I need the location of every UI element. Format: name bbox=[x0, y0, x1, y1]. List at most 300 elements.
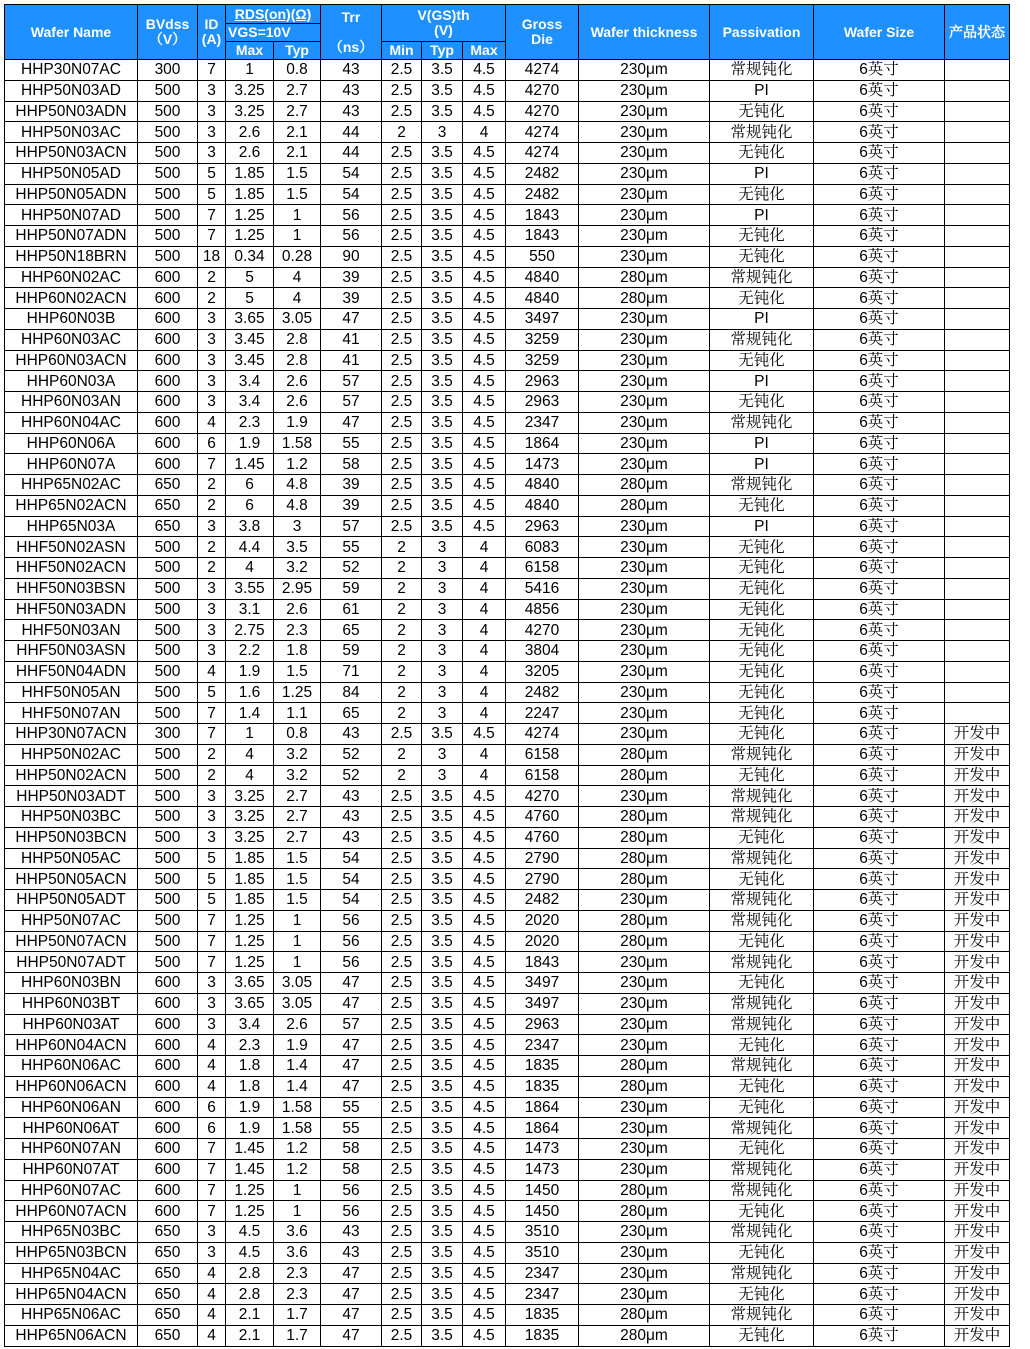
cell-id: 4 bbox=[198, 1284, 226, 1305]
cell-rds-typ: 1 bbox=[274, 1201, 321, 1222]
table-row bbox=[5, 599, 1010, 620]
cell-vgs-max: 4.5 bbox=[463, 890, 506, 911]
cell-vgs-typ: 3.5 bbox=[422, 1263, 463, 1284]
cell-bvdss: 650 bbox=[138, 1263, 198, 1284]
cell-passivation: 无钝化 bbox=[710, 703, 814, 724]
cell-vgs-typ: 3.5 bbox=[422, 1118, 463, 1139]
cell-id: 3 bbox=[198, 827, 226, 848]
cell-status bbox=[945, 267, 1010, 288]
cell-rds-max: 3.25 bbox=[226, 827, 274, 848]
cell-vgs-max: 4 bbox=[463, 558, 506, 579]
cell-passivation: 无钝化 bbox=[710, 578, 814, 599]
cell-rds-typ: 2.6 bbox=[274, 599, 321, 620]
cell-vgs-min: 2 bbox=[382, 599, 422, 620]
cell-vgs-max: 4 bbox=[463, 599, 506, 620]
cell-gross-die: 1843 bbox=[506, 205, 579, 226]
cell-gross-die: 3259 bbox=[506, 350, 579, 371]
table-row bbox=[5, 288, 1010, 309]
cell-id: 3 bbox=[198, 516, 226, 537]
cell-id: 3 bbox=[198, 309, 226, 330]
cell-wafer-name: HHP60N06AN bbox=[5, 1097, 138, 1118]
cell-bvdss: 500 bbox=[138, 122, 198, 143]
cell-gross-die: 2020 bbox=[506, 931, 579, 952]
cell-vgs-max: 4.5 bbox=[463, 412, 506, 433]
cell-status bbox=[945, 682, 1010, 703]
cell-gross-die: 6158 bbox=[506, 744, 579, 765]
cell-wafer-name: HHP60N03ACN bbox=[5, 350, 138, 371]
cell-rds-max: 2.3 bbox=[226, 1035, 274, 1056]
table-row bbox=[5, 1076, 1010, 1097]
cell-wafer-name: HHP50N07AD bbox=[5, 205, 138, 226]
cell-bvdss: 500 bbox=[138, 226, 198, 247]
cell-thickness: 230μm bbox=[579, 537, 710, 558]
cell-vgs-typ: 3.5 bbox=[422, 1325, 463, 1346]
cell-thickness: 230μm bbox=[579, 620, 710, 641]
cell-rds-typ: 2.3 bbox=[274, 1284, 321, 1305]
cell-thickness: 230μm bbox=[579, 246, 710, 267]
cell-rds-max: 3.8 bbox=[226, 516, 274, 537]
cell-trr: 39 bbox=[321, 495, 382, 516]
cell-wafer-size: 6英寸 bbox=[814, 703, 945, 724]
cell-thickness: 230μm bbox=[579, 101, 710, 122]
cell-vgs-min: 2.5 bbox=[382, 495, 422, 516]
cell-trr: 41 bbox=[321, 329, 382, 350]
cell-trr: 55 bbox=[321, 1118, 382, 1139]
cell-wafer-size: 6英寸 bbox=[814, 1014, 945, 1035]
cell-trr: 52 bbox=[321, 765, 382, 786]
cell-rds-max: 3.65 bbox=[226, 973, 274, 994]
cell-passivation: 无钝化 bbox=[710, 1139, 814, 1160]
cell-bvdss: 600 bbox=[138, 1201, 198, 1222]
cell-vgs-min: 2.5 bbox=[382, 246, 422, 267]
header-trr bbox=[321, 5, 382, 60]
cell-status: 开发中 bbox=[945, 973, 1010, 994]
cell-trr: 47 bbox=[321, 309, 382, 330]
cell-status: 开发中 bbox=[945, 1097, 1010, 1118]
cell-wafer-name: HHP50N07ACN bbox=[5, 931, 138, 952]
cell-wafer-size: 6英寸 bbox=[814, 184, 945, 205]
header-vgs-unit: (V) bbox=[434, 22, 453, 38]
cell-rds-max: 1.25 bbox=[226, 1180, 274, 1201]
cell-trr: 56 bbox=[321, 931, 382, 952]
cell-bvdss: 600 bbox=[138, 433, 198, 454]
cell-rds-typ: 2.1 bbox=[274, 122, 321, 143]
cell-trr: 56 bbox=[321, 205, 382, 226]
cell-thickness: 230μm bbox=[579, 329, 710, 350]
cell-vgs-typ: 3.5 bbox=[422, 1035, 463, 1056]
cell-wafer-size: 6英寸 bbox=[814, 931, 945, 952]
cell-id: 6 bbox=[198, 1118, 226, 1139]
cell-vgs-typ: 3 bbox=[422, 578, 463, 599]
cell-trr: 58 bbox=[321, 454, 382, 475]
cell-bvdss: 650 bbox=[138, 1284, 198, 1305]
cell-vgs-max: 4.5 bbox=[463, 309, 506, 330]
cell-wafer-name: HHP65N04ACN bbox=[5, 1284, 138, 1305]
cell-vgs-typ: 3.5 bbox=[422, 1284, 463, 1305]
cell-status bbox=[945, 309, 1010, 330]
cell-vgs-typ: 3.5 bbox=[422, 1242, 463, 1263]
header-status: 产品状态 bbox=[945, 5, 1010, 60]
cell-bvdss: 600 bbox=[138, 371, 198, 392]
table-row bbox=[5, 60, 1010, 81]
cell-vgs-typ: 3.5 bbox=[422, 827, 463, 848]
cell-bvdss: 600 bbox=[138, 350, 198, 371]
cell-trr: 47 bbox=[321, 1035, 382, 1056]
cell-bvdss: 500 bbox=[138, 869, 198, 890]
cell-rds-max: 2.8 bbox=[226, 1263, 274, 1284]
cell-vgs-typ: 3.5 bbox=[422, 412, 463, 433]
cell-wafer-name: HHP50N03BC bbox=[5, 807, 138, 828]
header-rds-typ: Typ bbox=[274, 42, 321, 60]
cell-bvdss: 500 bbox=[138, 661, 198, 682]
cell-vgs-typ: 3 bbox=[422, 599, 463, 620]
cell-thickness: 280μm bbox=[579, 1076, 710, 1097]
cell-passivation: PI bbox=[710, 80, 814, 101]
cell-bvdss: 500 bbox=[138, 578, 198, 599]
cell-gross-die: 2247 bbox=[506, 703, 579, 724]
cell-vgs-min: 2.5 bbox=[382, 786, 422, 807]
cell-rds-max: 1.8 bbox=[226, 1076, 274, 1097]
cell-wafer-size: 6英寸 bbox=[814, 143, 945, 164]
cell-thickness: 230μm bbox=[579, 1284, 710, 1305]
cell-status bbox=[945, 246, 1010, 267]
cell-status: 开发中 bbox=[945, 724, 1010, 745]
cell-bvdss: 500 bbox=[138, 827, 198, 848]
cell-status bbox=[945, 620, 1010, 641]
cell-wafer-size: 6英寸 bbox=[814, 1284, 945, 1305]
cell-rds-max: 3.65 bbox=[226, 309, 274, 330]
cell-vgs-typ: 3.5 bbox=[422, 1201, 463, 1222]
cell-gross-die: 4840 bbox=[506, 267, 579, 288]
cell-bvdss: 600 bbox=[138, 1139, 198, 1160]
table-row bbox=[5, 329, 1010, 350]
cell-vgs-typ: 3.5 bbox=[422, 184, 463, 205]
cell-vgs-typ: 3.5 bbox=[422, 890, 463, 911]
cell-wafer-size: 6英寸 bbox=[814, 952, 945, 973]
table-body bbox=[5, 60, 1010, 1347]
cell-vgs-min: 2.5 bbox=[382, 1118, 422, 1139]
cell-bvdss: 600 bbox=[138, 1076, 198, 1097]
cell-id: 4 bbox=[198, 1325, 226, 1346]
cell-gross-die: 4274 bbox=[506, 60, 579, 81]
cell-vgs-max: 4.5 bbox=[463, 163, 506, 184]
cell-wafer-name: HHP60N07ACN bbox=[5, 1201, 138, 1222]
cell-passivation: 无钝化 bbox=[710, 1076, 814, 1097]
table-row bbox=[5, 163, 1010, 184]
cell-gross-die: 1835 bbox=[506, 1305, 579, 1326]
cell-rds-typ: 2.7 bbox=[274, 807, 321, 828]
cell-gross-die: 1450 bbox=[506, 1201, 579, 1222]
cell-wafer-size: 6英寸 bbox=[814, 869, 945, 890]
cell-vgs-typ: 3.5 bbox=[422, 869, 463, 890]
cell-status: 开发中 bbox=[945, 993, 1010, 1014]
cell-wafer-size: 6英寸 bbox=[814, 205, 945, 226]
cell-status: 开发中 bbox=[945, 1014, 1010, 1035]
table-row bbox=[5, 371, 1010, 392]
cell-thickness: 280μm bbox=[579, 1305, 710, 1326]
table-row bbox=[5, 80, 1010, 101]
cell-rds-max: 4.4 bbox=[226, 537, 274, 558]
cell-wafer-name: HHP60N02AC bbox=[5, 267, 138, 288]
table-row bbox=[5, 226, 1010, 247]
cell-rds-typ: 2.7 bbox=[274, 827, 321, 848]
cell-vgs-typ: 3.5 bbox=[422, 786, 463, 807]
table-row bbox=[5, 412, 1010, 433]
cell-vgs-min: 2 bbox=[382, 641, 422, 662]
cell-trr: 47 bbox=[321, 412, 382, 433]
cell-id: 5 bbox=[198, 163, 226, 184]
cell-id: 7 bbox=[198, 724, 226, 745]
cell-status bbox=[945, 392, 1010, 413]
cell-vgs-min: 2.5 bbox=[382, 910, 422, 931]
cell-id: 6 bbox=[198, 1097, 226, 1118]
cell-rds-typ: 3.6 bbox=[274, 1242, 321, 1263]
cell-wafer-size: 6英寸 bbox=[814, 682, 945, 703]
cell-gross-die: 2482 bbox=[506, 682, 579, 703]
cell-gross-die: 3510 bbox=[506, 1242, 579, 1263]
cell-vgs-max: 4.5 bbox=[463, 60, 506, 81]
cell-thickness: 230μm bbox=[579, 973, 710, 994]
cell-vgs-max: 4 bbox=[463, 682, 506, 703]
cell-id: 4 bbox=[198, 1263, 226, 1284]
cell-id: 2 bbox=[198, 744, 226, 765]
cell-gross-die: 1473 bbox=[506, 1139, 579, 1160]
cell-id: 3 bbox=[198, 599, 226, 620]
cell-vgs-min: 2.5 bbox=[382, 454, 422, 475]
cell-vgs-min: 2.5 bbox=[382, 1222, 422, 1243]
cell-wafer-size: 6英寸 bbox=[814, 495, 945, 516]
cell-vgs-min: 2.5 bbox=[382, 807, 422, 828]
cell-rds-max: 1.85 bbox=[226, 184, 274, 205]
cell-thickness: 230μm bbox=[579, 80, 710, 101]
cell-wafer-size: 6英寸 bbox=[814, 246, 945, 267]
cell-rds-typ: 1.9 bbox=[274, 1035, 321, 1056]
cell-rds-typ: 2.8 bbox=[274, 350, 321, 371]
cell-id: 2 bbox=[198, 495, 226, 516]
cell-vgs-typ: 3.5 bbox=[422, 475, 463, 496]
cell-trr: 43 bbox=[321, 827, 382, 848]
cell-vgs-max: 4.5 bbox=[463, 1242, 506, 1263]
cell-passivation: 无钝化 bbox=[710, 184, 814, 205]
cell-bvdss: 500 bbox=[138, 786, 198, 807]
cell-status bbox=[945, 578, 1010, 599]
cell-wafer-size: 6英寸 bbox=[814, 454, 945, 475]
cell-vgs-max: 4 bbox=[463, 765, 506, 786]
cell-vgs-max: 4.5 bbox=[463, 1263, 506, 1284]
cell-thickness: 230μm bbox=[579, 578, 710, 599]
cell-thickness: 230μm bbox=[579, 454, 710, 475]
cell-passivation: 常规钝化 bbox=[710, 993, 814, 1014]
cell-vgs-typ: 3.5 bbox=[422, 143, 463, 164]
cell-id: 7 bbox=[198, 703, 226, 724]
cell-vgs-typ: 3.5 bbox=[422, 350, 463, 371]
table-row bbox=[5, 122, 1010, 143]
cell-id: 5 bbox=[198, 890, 226, 911]
cell-bvdss: 650 bbox=[138, 1222, 198, 1243]
cell-gross-die: 1864 bbox=[506, 1097, 579, 1118]
cell-vgs-min: 2 bbox=[382, 661, 422, 682]
cell-trr: 39 bbox=[321, 288, 382, 309]
cell-vgs-max: 4.5 bbox=[463, 101, 506, 122]
cell-bvdss: 500 bbox=[138, 80, 198, 101]
cell-gross-die: 3259 bbox=[506, 329, 579, 350]
cell-vgs-max: 4.5 bbox=[463, 288, 506, 309]
cell-rds-max: 3.4 bbox=[226, 392, 274, 413]
cell-rds-max: 3.4 bbox=[226, 1014, 274, 1035]
cell-id: 4 bbox=[198, 661, 226, 682]
cell-vgs-typ: 3.5 bbox=[422, 973, 463, 994]
cell-vgs-min: 2 bbox=[382, 765, 422, 786]
cell-thickness: 280μm bbox=[579, 910, 710, 931]
cell-wafer-name: HHP50N03ADT bbox=[5, 786, 138, 807]
cell-rds-typ: 2.7 bbox=[274, 786, 321, 807]
cell-wafer-name: HHP65N06ACN bbox=[5, 1325, 138, 1346]
cell-id: 2 bbox=[198, 288, 226, 309]
cell-rds-typ: 1.8 bbox=[274, 641, 321, 662]
cell-passivation: 无钝化 bbox=[710, 226, 814, 247]
cell-wafer-size: 6英寸 bbox=[814, 1305, 945, 1326]
cell-wafer-name: HHF50N03ADN bbox=[5, 599, 138, 620]
cell-rds-max: 6 bbox=[226, 495, 274, 516]
cell-trr: 52 bbox=[321, 558, 382, 579]
cell-bvdss: 650 bbox=[138, 495, 198, 516]
cell-bvdss: 500 bbox=[138, 703, 198, 724]
cell-trr: 43 bbox=[321, 80, 382, 101]
cell-vgs-typ: 3.5 bbox=[422, 309, 463, 330]
cell-vgs-max: 4.5 bbox=[463, 1159, 506, 1180]
cell-trr: 56 bbox=[321, 1180, 382, 1201]
table-row bbox=[5, 682, 1010, 703]
cell-trr: 57 bbox=[321, 392, 382, 413]
cell-thickness: 230μm bbox=[579, 1139, 710, 1160]
cell-rds-max: 1.6 bbox=[226, 682, 274, 703]
table-row bbox=[5, 1180, 1010, 1201]
cell-wafer-name: HHP60N03BT bbox=[5, 993, 138, 1014]
table-row bbox=[5, 1097, 1010, 1118]
cell-gross-die: 4270 bbox=[506, 80, 579, 101]
cell-rds-typ: 3.5 bbox=[274, 537, 321, 558]
cell-id: 3 bbox=[198, 350, 226, 371]
cell-trr: 43 bbox=[321, 1222, 382, 1243]
cell-rds-typ: 2.6 bbox=[274, 1014, 321, 1035]
cell-gross-die: 3497 bbox=[506, 309, 579, 330]
table-row bbox=[5, 1305, 1010, 1326]
cell-vgs-min: 2.5 bbox=[382, 143, 422, 164]
cell-status bbox=[945, 599, 1010, 620]
cell-vgs-max: 4.5 bbox=[463, 392, 506, 413]
cell-rds-typ: 2.6 bbox=[274, 392, 321, 413]
cell-passivation: 无钝化 bbox=[710, 392, 814, 413]
cell-wafer-size: 6英寸 bbox=[814, 1035, 945, 1056]
cell-id: 7 bbox=[198, 454, 226, 475]
cell-id: 3 bbox=[198, 620, 226, 641]
cell-vgs-max: 4 bbox=[463, 620, 506, 641]
cell-trr: 54 bbox=[321, 184, 382, 205]
cell-id: 4 bbox=[198, 412, 226, 433]
cell-rds-typ: 1.5 bbox=[274, 890, 321, 911]
cell-rds-max: 2.3 bbox=[226, 412, 274, 433]
cell-passivation: 无钝化 bbox=[710, 1325, 814, 1346]
cell-passivation: PI bbox=[710, 163, 814, 184]
cell-bvdss: 600 bbox=[138, 1035, 198, 1056]
header-thickness: Wafer thickness bbox=[579, 5, 710, 60]
cell-rds-max: 4 bbox=[226, 765, 274, 786]
cell-vgs-max: 4 bbox=[463, 537, 506, 558]
cell-id: 3 bbox=[198, 122, 226, 143]
cell-thickness: 230μm bbox=[579, 309, 710, 330]
cell-rds-typ: 1.7 bbox=[274, 1325, 321, 1346]
cell-thickness: 230μm bbox=[579, 516, 710, 537]
cell-wafer-name: HHP60N03BN bbox=[5, 973, 138, 994]
cell-vgs-min: 2.5 bbox=[382, 309, 422, 330]
cell-thickness: 230μm bbox=[579, 682, 710, 703]
cell-gross-die: 2963 bbox=[506, 516, 579, 537]
cell-gross-die: 4856 bbox=[506, 599, 579, 620]
cell-trr: 84 bbox=[321, 682, 382, 703]
cell-trr: 47 bbox=[321, 993, 382, 1014]
table-row bbox=[5, 1201, 1010, 1222]
cell-vgs-max: 4.5 bbox=[463, 952, 506, 973]
cell-wafer-name: HHF50N02ACN bbox=[5, 558, 138, 579]
cell-wafer-name: HHP50N07ADN bbox=[5, 226, 138, 247]
table-row bbox=[5, 786, 1010, 807]
cell-vgs-max: 4.5 bbox=[463, 516, 506, 537]
cell-thickness: 230μm bbox=[579, 60, 710, 81]
cell-rds-typ: 2.95 bbox=[274, 578, 321, 599]
cell-wafer-size: 6英寸 bbox=[814, 371, 945, 392]
cell-status: 开发中 bbox=[945, 910, 1010, 931]
cell-bvdss: 500 bbox=[138, 163, 198, 184]
cell-vgs-typ: 3.5 bbox=[422, 246, 463, 267]
cell-rds-max: 3.1 bbox=[226, 599, 274, 620]
cell-vgs-min: 2 bbox=[382, 558, 422, 579]
cell-vgs-typ: 3.5 bbox=[422, 329, 463, 350]
cell-wafer-size: 6英寸 bbox=[814, 537, 945, 558]
cell-rds-typ: 1 bbox=[274, 910, 321, 931]
cell-bvdss: 500 bbox=[138, 537, 198, 558]
table-row bbox=[5, 620, 1010, 641]
cell-thickness: 230μm bbox=[579, 433, 710, 454]
cell-gross-die: 6158 bbox=[506, 558, 579, 579]
cell-rds-typ: 3.05 bbox=[274, 973, 321, 994]
cell-thickness: 230μm bbox=[579, 641, 710, 662]
cell-vgs-typ: 3.5 bbox=[422, 910, 463, 931]
cell-wafer-name: HHP50N05ACN bbox=[5, 869, 138, 890]
cell-thickness: 230μm bbox=[579, 412, 710, 433]
table-row bbox=[5, 1139, 1010, 1160]
table-header bbox=[5, 5, 1010, 60]
cell-vgs-max: 4.5 bbox=[463, 724, 506, 745]
cell-bvdss: 650 bbox=[138, 1325, 198, 1346]
cell-status bbox=[945, 205, 1010, 226]
cell-wafer-size: 6英寸 bbox=[814, 1076, 945, 1097]
cell-vgs-typ: 3.5 bbox=[422, 931, 463, 952]
cell-passivation: 无钝化 bbox=[710, 246, 814, 267]
cell-thickness: 230μm bbox=[579, 890, 710, 911]
cell-wafer-size: 6英寸 bbox=[814, 122, 945, 143]
cell-wafer-size: 6英寸 bbox=[814, 786, 945, 807]
table-row bbox=[5, 184, 1010, 205]
cell-trr: 54 bbox=[321, 869, 382, 890]
cell-rds-max: 1.4 bbox=[226, 703, 274, 724]
cell-wafer-size: 6英寸 bbox=[814, 1056, 945, 1077]
cell-thickness: 230μm bbox=[579, 558, 710, 579]
cell-rds-max: 3.25 bbox=[226, 807, 274, 828]
cell-rds-typ: 3.05 bbox=[274, 993, 321, 1014]
cell-vgs-typ: 3.5 bbox=[422, 226, 463, 247]
cell-vgs-typ: 3 bbox=[422, 641, 463, 662]
cell-rds-typ: 3.2 bbox=[274, 744, 321, 765]
